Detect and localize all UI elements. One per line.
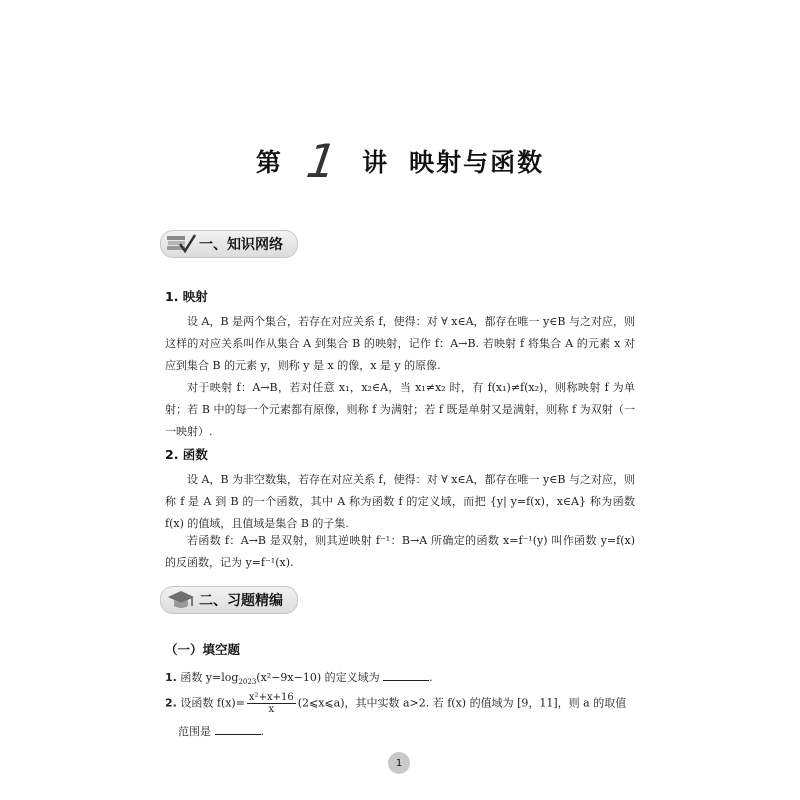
chapter-suffix: 讲 [362,148,390,177]
graduation-cap-icon [165,588,197,612]
section-label: 一、知识网络 [199,237,283,253]
question-2-line2: 范围是 . [178,722,264,739]
chapter-number: 1 [303,134,342,188]
paragraph: 设 A，B 是两个集合，若存在对应关系 f，使得：对 ∀ x∈A，都存在唯一 y∈B 与之对应，则这样的对应关系叫作从集合 A 到集合 B 的映射，记作 f：A→B. 若映射 f 将集合 A 的元素 x 对应到集合 B 的元素 y，则称 y 是 x 的像，x 是 y 的原像. [165,315,635,372]
chapter-topic: 映射与函数 [409,148,545,177]
answer-blank[interactable] [215,722,261,735]
question-1: 1. 函数 $y=\log_{2023}(x^2-9x-10)$ 的定义域为 . [165,668,433,686]
paragraph: 对于映射 f：A→B，若对任意 x₁，x₂∈A，当 x₁≠x₂ 时，有 f(x₁)≠f(x₂)，则称映射 f 为单射；若 B 中的每一个元素都有原像，则称 f 为满射；若 f 既是单射又是满射，则称 f 为双射（一一映射）. [165,381,635,438]
question-number: 1. [165,671,177,684]
fraction: $\frac{\text{x²+x+16}}{x}$ [248,692,294,715]
page-number: 1 [388,752,410,774]
question-2: 2. 设函数 f(x)= $\frac{\text{x²+x+16}}{x}$ (2⩽x⩽a)，其中实数 a>2. 若 f(x) 的值域为 [9，11]，则 a 的取值 [165,692,627,715]
section-tag-exercises [160,586,298,614]
paragraph: 若函数 f：A→B 是双射，则其逆映射 f⁻¹：B→A 所确定的函数 x=f⁻¹(y) 叫作函数 y=f(x) 的反函数，记为 y=f⁻¹(x). [165,534,635,569]
answer-blank[interactable] [383,668,429,681]
section-label: 二、习题精编 [199,593,283,609]
subheading-fill-in: （一）填空题 [165,642,241,657]
chapter-prefix: 第 [255,148,283,177]
paragraph: 设 A，B 为非空数集，若存在对应关系 f，使得：对 ∀ x∈A，都存在唯一 y∈B 与之对应，则称 f 是 A 到 B 的一个函数，其中 A 称为函数 f 的定义域，而把 {y| y=f(x)，x∈A} 称为函数 f(x) 的值域，且值域是集合 B 的子集. [165,473,635,530]
chapter-title [0,134,800,188]
section-tag-knowledge [160,230,298,258]
question-number: 2. [165,696,177,710]
subheading-function: 2. 函数 [165,447,208,462]
books-check-icon [165,232,197,256]
subheading-mapping: 1. 映射 [165,289,208,304]
